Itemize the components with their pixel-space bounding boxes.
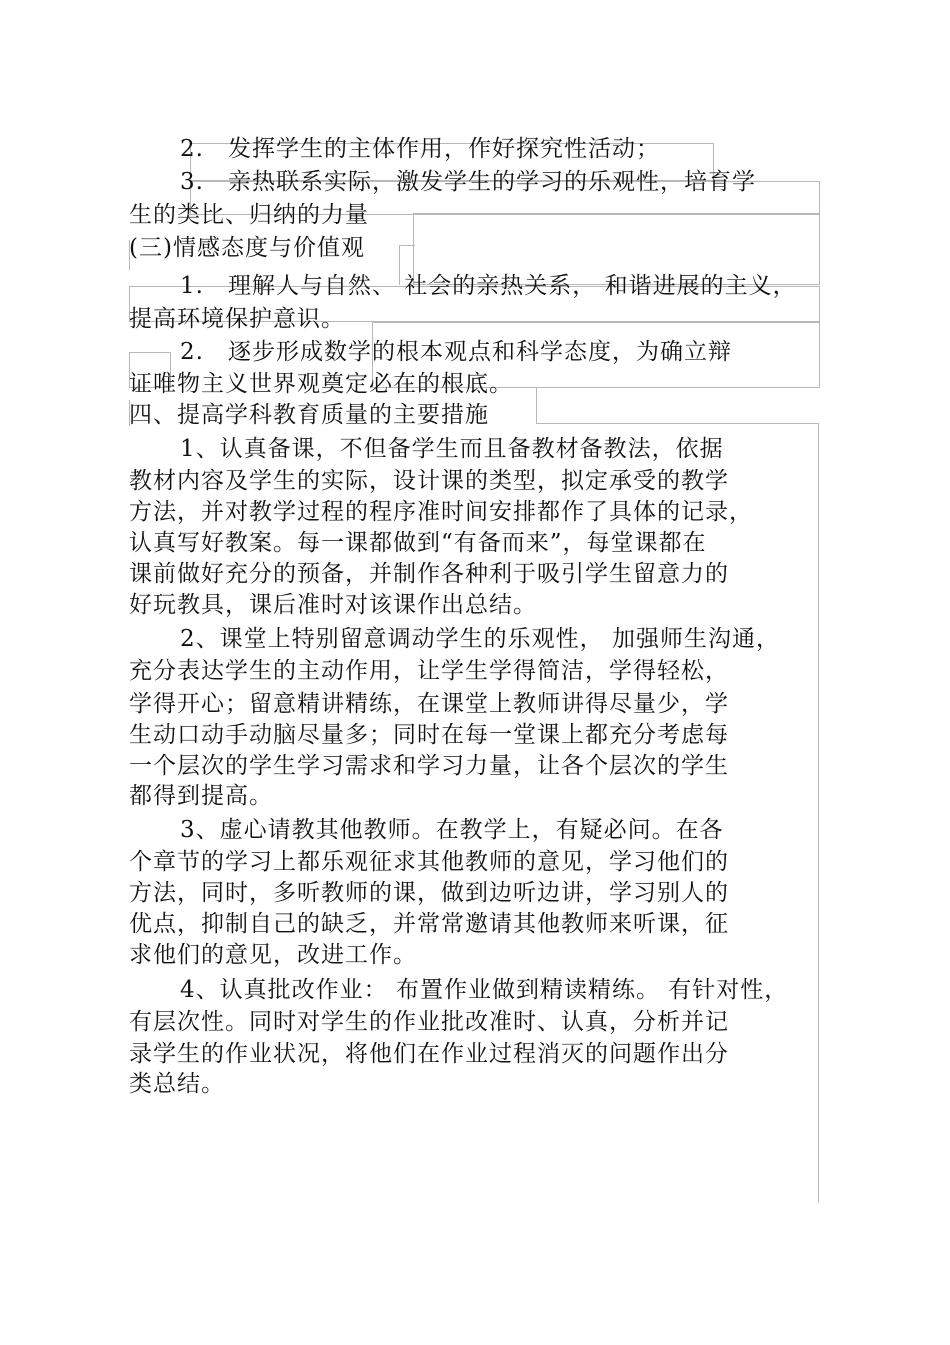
measure-1-line-4: 认真写好教案。每一课都做到“有备而来”，每堂课都在 bbox=[129, 530, 707, 556]
measure-2-line-3: 学得开心；留意精讲精练，在课堂上教师讲得尽量少，学 bbox=[129, 691, 729, 717]
measure-3-line-4: 优点，抑制自己的缺乏，并常常邀请其他教师来听课，征 bbox=[129, 911, 729, 937]
measure-1-line-3: 方法，并对教学过程的程序准时间安排都作了具体的记录， bbox=[129, 499, 753, 525]
measure-4-line-2: 有层次性。同时对学生的作业批改准时、认真，分析并记 bbox=[129, 1009, 729, 1035]
measure-2-line-4: 生动口动手动脑尽量多；同时在每一堂课上都充分考虑每 bbox=[129, 722, 729, 748]
measure-2-line-2: 充分表达学生的主动作用，让学生学得简洁，学得轻松， bbox=[129, 658, 729, 684]
frame-horizontal-bottom bbox=[536, 423, 818, 424]
measure-1-line-2: 教材内容及学生的实际，设计课的类型，拟定承受的教学 bbox=[129, 468, 729, 494]
measure-4-line-1: 4、认真批改作业： 布置作业做到精读精练。 有针对性， bbox=[180, 977, 789, 1003]
objective-3-line-1: 3. 亲热联系实际，激发学生的学习的乐观性，培育学 bbox=[180, 169, 756, 195]
emotion-1-line-1: 1. 理解人与自然、 社会的亲热关系， 和谐进展的主义， bbox=[180, 273, 797, 299]
measure-2-line-6: 都得到提高。 bbox=[129, 783, 273, 809]
emotion-1-line-2: 提高环境保护意识。 bbox=[129, 306, 345, 332]
measure-3-line-2: 个章节的学习上都乐观征求其他教师的意见，学习他们的 bbox=[129, 849, 729, 875]
heading-measures: 四、提高学科教育质量的主要措施 bbox=[129, 402, 489, 428]
measure-1-line-1: 1、认真备课，不但备学生而且备教材备教法，依据 bbox=[180, 436, 724, 462]
measure-3-line-1: 3、虚心请教其他教师。在教学上，有疑必问。在各 bbox=[180, 817, 724, 843]
frame-vertical-connector bbox=[536, 388, 537, 424]
measure-2-line-5: 一个层次的学生学习需求和学习力量，让各个层次的学生 bbox=[129, 753, 729, 779]
heading-emotion: (三)情感态度与价值观 bbox=[129, 235, 365, 261]
emotion-2-line-2: 证唯物主义世界观奠定必在的根底。 bbox=[129, 371, 513, 397]
measure-1-line-6: 好玩教具，课后准时对该课作出总结。 bbox=[129, 592, 537, 618]
measure-1-line-5: 课前做好充分的预备，并制作各种利于吸引学生留意力的 bbox=[129, 561, 729, 587]
emotion-2-line-1: 2. 逐步形成数学的根本观点和科学态度，为确立辩 bbox=[180, 339, 732, 365]
measure-3-line-5: 求他们的意见，改进工作。 bbox=[129, 942, 417, 968]
measure-2-line-1: 2、课堂上特别留意调动学生的乐观性， 加强师生沟通， bbox=[180, 626, 780, 652]
objective-2-line-1: 2. 发挥学生的主体作用，作好探究性活动； bbox=[180, 136, 660, 162]
measure-4-line-3: 录学生的作业状况，将他们在作业过程消灭的问题作出分 bbox=[129, 1041, 729, 1067]
measure-4-line-4: 类总结。 bbox=[129, 1071, 225, 1097]
frame-vertical-right bbox=[818, 423, 819, 1203]
measure-3-line-3: 方法，同时，多听教师的课，做到边听边讲，学习别人的 bbox=[129, 880, 729, 906]
objective-3-line-2: 生的类比、归纳的力量 bbox=[129, 202, 369, 228]
frame-horizontal-top bbox=[399, 245, 415, 246]
